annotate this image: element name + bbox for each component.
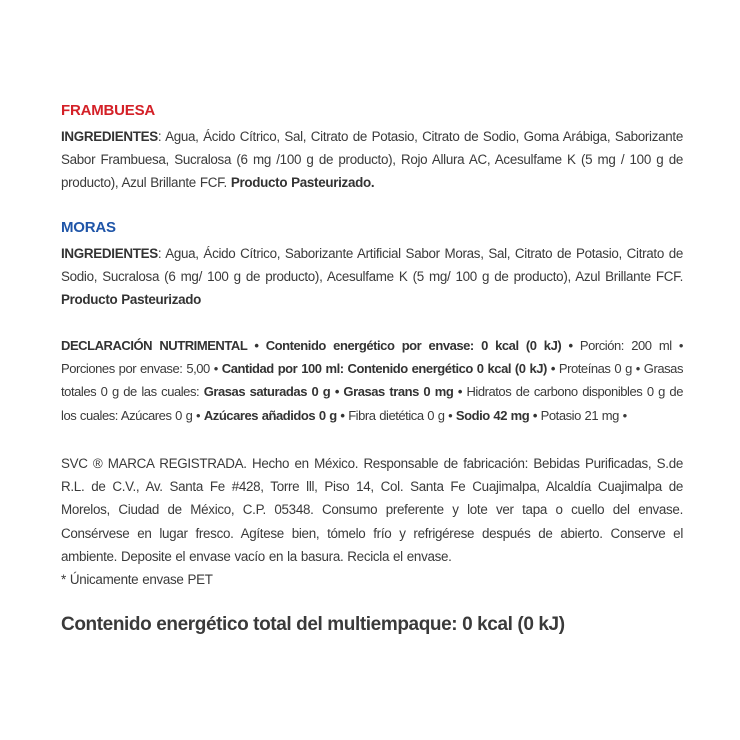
nutrition-sodium: Sodio 42 mg • <box>455 407 538 423</box>
nutrition-proteins-fats: Proteínas 0 g • Grasas totales 0 g de las cuales: <box>61 361 684 400</box>
moras-ingredients <box>61 242 683 312</box>
nutrition-per-100ml: Cantidad por 100 ml: Contenido energético 0 kcal (0 kJ) • <box>221 361 555 377</box>
nutrition-saturated-trans: Grasas saturadas 0 g • Grasas trans 0 mg • <box>203 384 462 400</box>
nutrition-fiber: Fibra dietética 0 g • <box>344 407 456 423</box>
nutrition-text <box>61 334 683 427</box>
nutrition-carbs: Hidratos de carbono disponibles 0 g de los cuales: Azúcares 0 g • <box>61 384 683 423</box>
nutrition-potassium: Potasio 21 mg • <box>537 407 627 423</box>
frambuesa-ingredients <box>61 125 683 195</box>
moras-section <box>61 218 683 312</box>
pet-note: * Únicamente envase PET <box>61 572 213 588</box>
nutrition-added-sugars: Azúcares añadidos 0 g • <box>203 407 345 423</box>
moras-title: MORAS <box>61 219 116 236</box>
frambuesa-pasteurized: Producto Pasteurizado. <box>230 175 375 191</box>
total-energy: Contenido energético total del multiempaque: 0 kcal (0 kJ) <box>61 614 565 635</box>
frambuesa-title: FRAMBUESA <box>61 102 156 119</box>
nutrition-energy-per-container: DECLARACIÓN NUTRIMENTAL • Contenido energético por envase: 0 kcal (0 kJ) • <box>61 338 573 353</box>
frambuesa-section <box>61 101 683 195</box>
moras-pasteurized: Producto Pasteurizado <box>61 292 202 308</box>
legal-text: SVC ® MARCA REGISTRADA. Hecho en México. Responsable de fabricación: Bebidas Purificadas, S.de R.L. de C.V., Av. Santa Fe #428, Torre lll, Piso 14, Col. Santa Fe Cuajimalpa, Alcaldía Cuajimalpa de Morelos, Ciudad de México, C.P. 05348. Consumo preferente y lote ver tapa o cuello del envase. Consérvese en lugar fresco. Agítese bien, tómelo frío y refrigérese después de abierto. Conserve el ambiente. Deposite el envase vacío en la basura. Recicla el envase. <box>61 456 683 564</box>
frambuesa-ingredients-text: : Agua, Ácido Cítrico, Sal, Citrato de Potasio, Citrato de Sodio, Goma Arábiga, Saborizante Sabor Frambuesa, Sucralosa (6 mg /100 g de producto), Rojo Allura AC, Acesulfame K (5 mg / 100 g de producto), Azul Brillante FCF. <box>61 129 683 191</box>
moras-ingredients-label: INGREDIENTES <box>61 246 158 261</box>
moras-ingredients-text: : Agua, Ácido Cítrico, Saborizante Artificial Sabor Moras, Sal, Citrato de Potasio, Citrato de Sodio, Sucralosa (6 mg/ 100 g de producto), Acesulfame K (5 mg/ 100 g de producto), Azul Brillante FCF. <box>61 246 683 285</box>
nutrition-portion: Porción: 200 ml • Porciones por envase: 5,00 • <box>61 338 684 377</box>
legal-section <box>61 452 683 591</box>
frambuesa-ingredients-label: INGREDIENTES <box>61 129 158 144</box>
nutrition-declaration <box>61 334 683 427</box>
